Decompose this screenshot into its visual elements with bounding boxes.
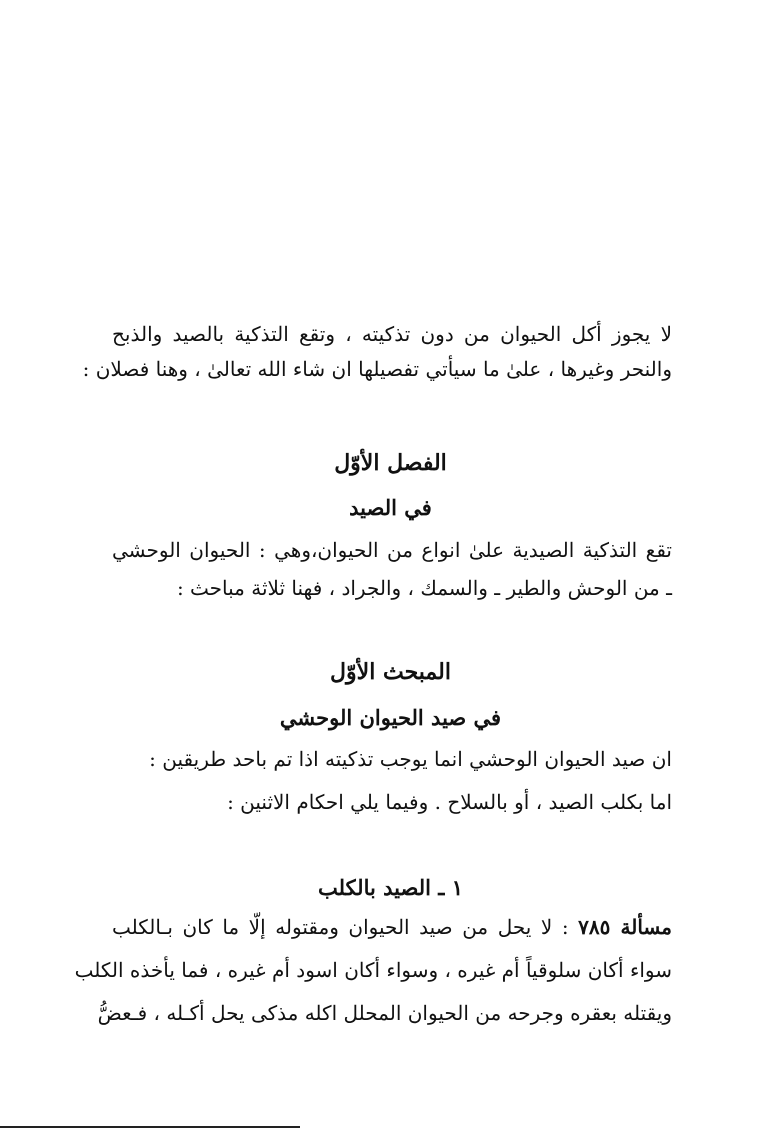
- issue-line-1: [112, 913, 672, 941]
- section-title: المبحث الأوّل: [330, 659, 451, 685]
- chapter-title: الفصل الأوّل: [334, 450, 447, 476]
- subsection-title: ١ ـ الصيد بالكلب: [318, 875, 463, 900]
- issue-paragraph: [74, 913, 672, 1033]
- chapter-paragraph: [112, 536, 672, 606]
- section-subtitle: في صيد الحيوان الوحشي: [279, 705, 502, 730]
- issue-line-1-text: : لا يحل من صيد الحيوان ومقتوله إلّا ما كان بـالكلب: [112, 915, 579, 939]
- issue-label: مسألة ٧٨٥: [578, 915, 672, 939]
- issue-line-2: سواء أكان سلوقياً أم غيره ، وسواء أكان اسود أم غيره ، فما يأخذه الكلب: [74, 958, 672, 982]
- bottom-divider: [0, 1126, 300, 1128]
- chapter-subtitle: في الصيد: [349, 495, 432, 520]
- intro-line-2: والنحر وغيرها ، علىٰ ما سيأتي تفصيلها ان شاء الله تعالىٰ ، وهنا فصلان :: [82, 357, 672, 381]
- chapter-line-1: تقع التذكية الصيدية علىٰ انواع من الحيوان،وهي : الحيوان الوحشي: [112, 538, 672, 562]
- section-paragraph: [112, 745, 672, 815]
- section-line-2: اما بكلب الصيد ، أو بالسلاح . وفيما يلي احكام الاثنين :: [227, 790, 672, 814]
- issue-line-3: ويقتله بعقره وجرحه من الحيوان المحلل اكله مذكى يحل أكـله ، فـعضُّ: [97, 1001, 672, 1025]
- intro-line-1: لا يجوز أكل الحيوان من دون تذكيته ، وتقع التذكية بالصيد والذبح: [112, 322, 672, 346]
- intro-paragraph: [82, 320, 672, 390]
- section-line-1: ان صيد الحيوان الوحشي انما يوجب تذكيته اذا تم باحد طريقين :: [149, 747, 672, 771]
- chapter-line-2: ـ من الوحش والطير ـ والسمك ، والجراد ، فهنا ثلاثة مباحث :: [176, 576, 672, 600]
